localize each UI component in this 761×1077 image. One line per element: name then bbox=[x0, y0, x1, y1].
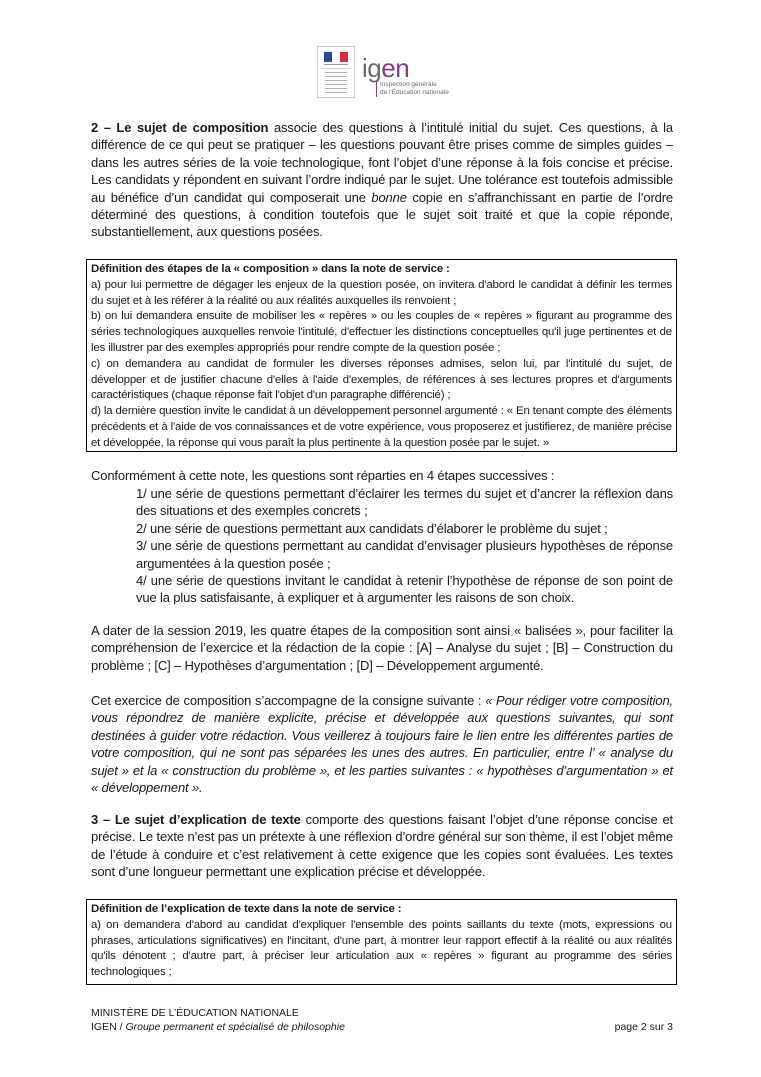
footer-group: Groupe permanent et spécialisé de philosophie bbox=[125, 1021, 345, 1033]
step-item: 2/ une série de questions permettant aux candidats d’élaborer le problème du sujet ; bbox=[136, 520, 608, 536]
box-item: d) la dernière question invite le candidat à un développement personnel argumenté : « En tenant compte des éléments précédents et à l'aide de vos connaissances et de votre expérience, vous proposerez et justifierez, de manière précise et développée, la réponse qui vous paraît la plus pertinente à la question posée par le sujet. » bbox=[91, 405, 672, 449]
steps-list bbox=[136, 485, 673, 607]
section-2-emphasis: bonne bbox=[371, 189, 407, 205]
box-item: b) on lui demandera ensuite de mobiliser les « repères » ou les couples de « repères » figurant au programme des séries technologiques auxquelles renvoie l'intitulé, d'effectuer les distinctions conceptuelles qu'il juge pertinentes et de les illustrer par des exemples appropriés pour rendre compte de la question posée ; bbox=[91, 310, 672, 354]
igen-logo-suffix: en bbox=[381, 53, 410, 83]
consigne-quote: « Pour rédiger votre composition, vous répondrez de manière explicite, précise et développée aux questions suivantes, qui sont destinées à guider votre rédaction. Vous veillerez à toujours faire le lien entre les différentes parties de votre composition, qui ne sont pas séparées les unes des autres. En particulier, entre l’ « analyse du sujet » et la « construction du problème », et les parties suivantes : « hypothèses d’argumentation » et « développement ». bbox=[91, 693, 673, 796]
session-2019-paragraph: A dater de la session 2019, les quatre étapes de la composition sont ainsi « balisées », pour faciliter la compréhension de l’exercice et la rédaction de la copie : [A] – Analyse du sujet ; [B] – Construction du problème ; [C] – Hypothèses d’argumentation ; [D] – Développement argumenté. bbox=[91, 623, 673, 673]
section-3-paragraph bbox=[91, 811, 673, 881]
step-item: 1/ une série de questions permettant d’éclairer les termes du sujet et d’ancrer la réflexion dans des situations et des exemples concrets ; bbox=[136, 486, 673, 519]
section-2-paragraph bbox=[91, 119, 673, 241]
box-title: Définition de l’explication de texte dans la note de service : bbox=[91, 903, 402, 915]
text-explanation-definition-box bbox=[86, 899, 677, 985]
consigne-paragraph bbox=[91, 692, 673, 796]
steps-intro: Conformément à cette note, les questions sont réparties en 4 étapes successives : bbox=[91, 468, 555, 483]
box-title: Définition des étapes de la « composition » dans la note de service : bbox=[91, 263, 450, 275]
marianne-logo bbox=[317, 46, 355, 98]
section-2-text-a: associe des questions à l’intitulé initial du sujet. Ces questions, à la différence de ce qui peut se pratiquer – les questions pouvant être prises comme de simples guides – dans les autres séries de la voie technologique, font l’objet d’une réponse à la fois concise et précise. Les candidats y répondent en suivant l’ordre indiqué par le sujet. Une tolérance est toutefois admissible au bénéfice d’un candidat qui composerait une bbox=[91, 120, 673, 205]
igen-subtitle-2: de l'Éducation nationale bbox=[380, 89, 449, 96]
igen-logo-prefix: ig bbox=[362, 53, 382, 83]
composition-definition-box bbox=[86, 259, 677, 452]
igen-subtitle-1: Inspection générale bbox=[380, 81, 437, 88]
section-2-text-b: copie en s’affranchissant en partie de l’ordre déterminé des questions, à condition toutefois que le sujet soit traité et que la copie réponde, substantiellement, aux questions posées. bbox=[91, 189, 673, 240]
box-item: a) pour lui permettre de dégager les enjeux de la question posée, on invitera d'abord le candidat à définir les termes du sujet et à les référer à la réalité ou aux réalités auxquelles ils renvoient ; bbox=[91, 278, 672, 307]
header-logos bbox=[317, 46, 449, 100]
page-footer bbox=[91, 1006, 673, 1034]
box-item: c) on demandera au candidat de formuler les diverses réponses admises, selon lui, par l'intitulé du sujet, de développer et de justifier chacune d'elles à l'aide d'exemples, de références à ses lectures propres et d'arguments caractéristiques (chaque réponse fait l'objet d'un paragraphe différencié) ; bbox=[91, 357, 672, 402]
ministry-text-lines bbox=[325, 72, 347, 96]
french-flag-icon bbox=[324, 52, 348, 62]
box-item: a) on demandera d'abord au candidat d'expliquer l'ensemble des points saillants du texte (mots, expressions ou phrases, articulations significatives) en l'incitant, d'une part, à montrer leur rapport effectif à la réalité ou aux réalités qu'ils dénotent ; d'autre part, à préciser leur articulation aux « repères » figurant au programme des séries technologiques ; bbox=[91, 918, 672, 979]
section-2-heading: 2 – Le sujet de composition bbox=[91, 120, 269, 135]
step-item: 3/ une série de questions permettant au candidat d’envisager plusieurs hypothèses de réponse argumentées à la question posée ; bbox=[136, 538, 673, 571]
footer-ministry: MINISTÈRE DE L’ÉDUCATION NATIONALE bbox=[91, 1007, 299, 1019]
section-3-text: comporte des questions faisant l’objet d’une réponse concise et précise. Le texte n’est pas un prétexte à une réflexion d’ordre général sur son thème, il est l’objet même de l’étude à conduire et c’est relativement à cette exigence que les copies sont évaluées. Les textes sont d’une longueur permettant une explication précise et développée. bbox=[91, 812, 673, 880]
footer-org: IGEN / bbox=[91, 1021, 126, 1033]
consigne-lead: Cet exercice de composition s’accompagne de la consigne suivante : bbox=[91, 693, 486, 708]
page-number: page 2 sur 3 bbox=[614, 1021, 673, 1033]
igen-logo bbox=[362, 53, 449, 97]
section-3-heading: 3 – Le sujet d’explication de texte bbox=[91, 812, 301, 827]
step-item: 4/ une série de questions invitant le candidat à retenir l’hypothèse de réponse de son point de vue la plus satisfaisante, à expliquer et à argumenter les raisons de son choix. bbox=[136, 573, 673, 606]
